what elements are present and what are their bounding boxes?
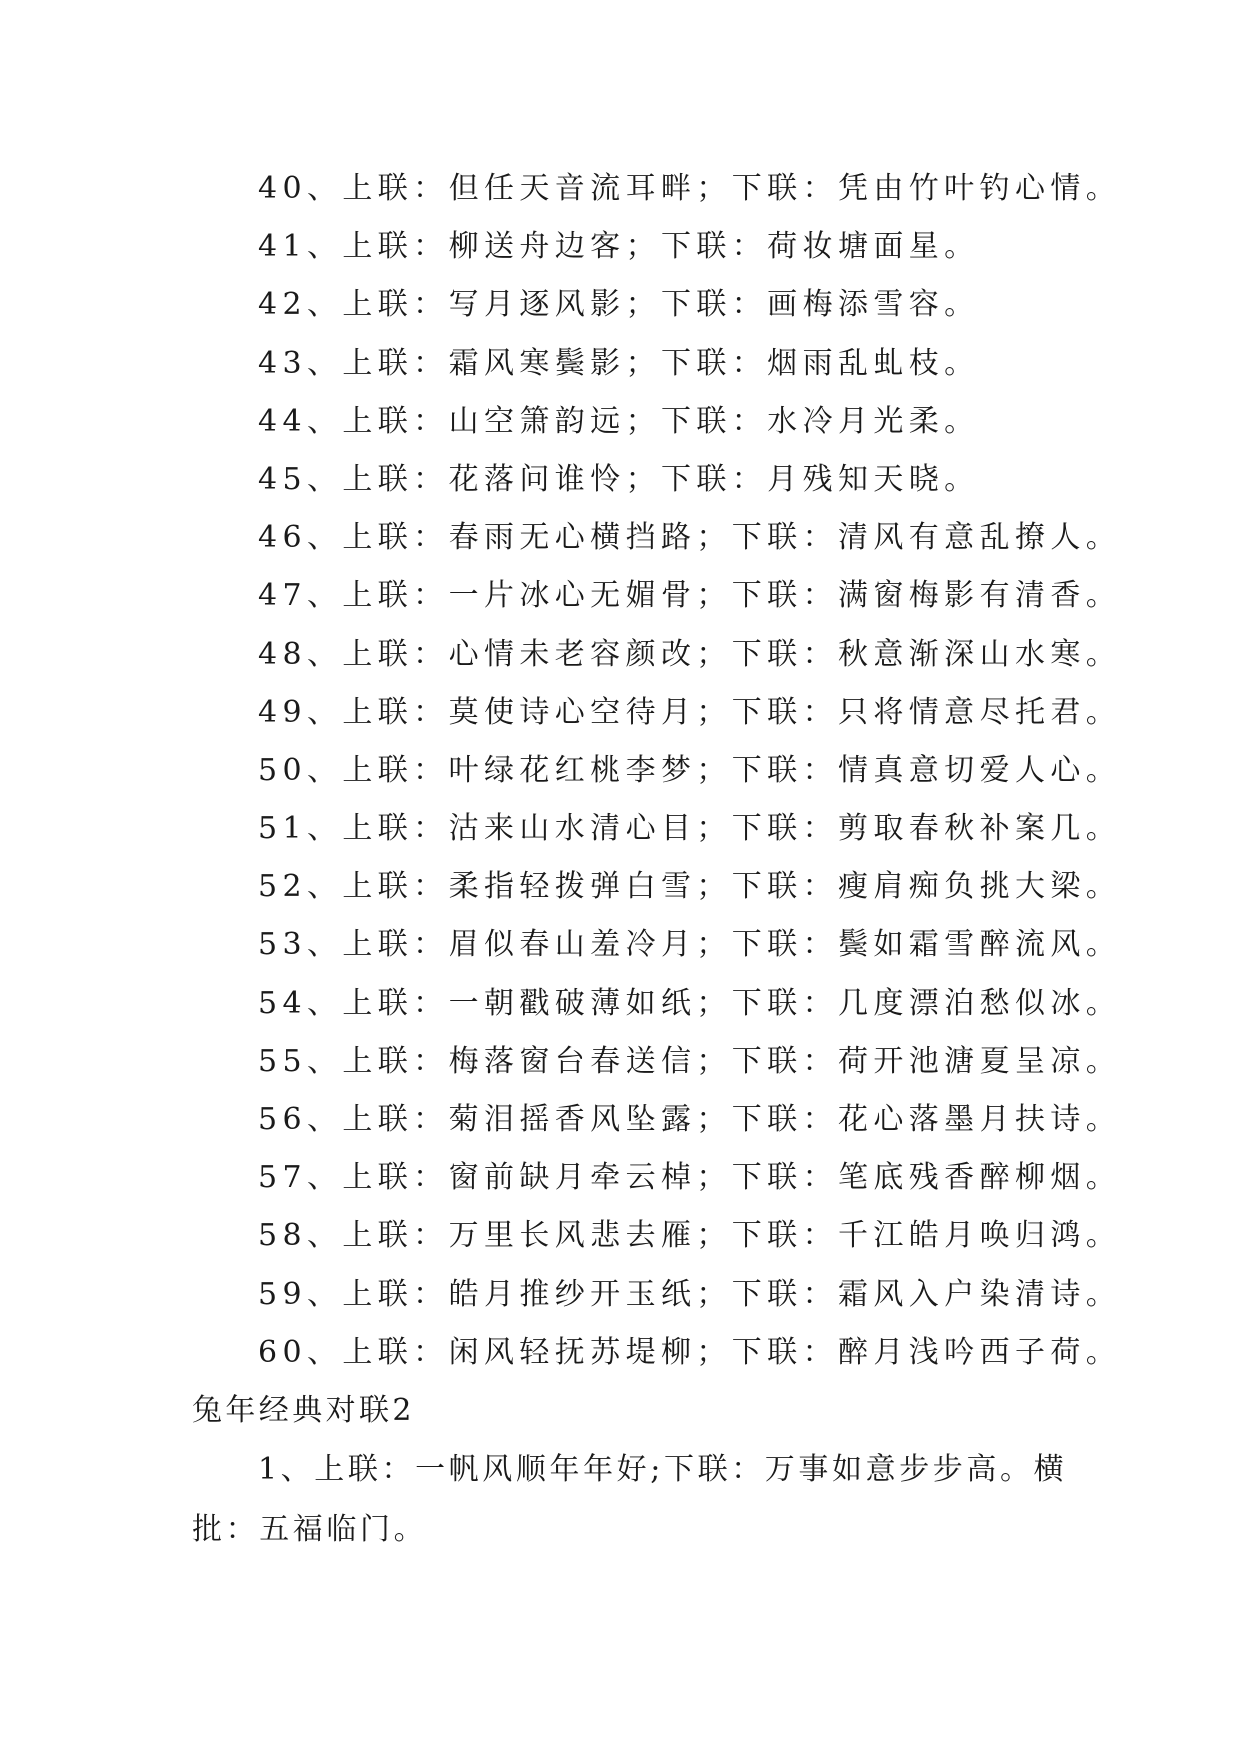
couplet-line: 59、上联：皓月推纱开玉纸；下联：霜风入户染清诗。 [258, 1276, 1122, 1312]
couplet-line: 55、上联：梅落窗台春送信；下联：荷开池溏夏呈凉。 [258, 1043, 1122, 1079]
couplet-line: 42、上联：写月逐风影；下联：画梅添雪容。 [258, 287, 980, 323]
couplet-line: 47、上联：一片冰心无媚骨；下联：满窗梅影有清香。 [258, 578, 1122, 614]
couplet-line: 44、上联：山空箫韵远；下联：水冷月光柔。 [258, 403, 980, 439]
couplet-line: 50、上联：叶绿花红桃李梦；下联：情真意切爱人心。 [258, 752, 1122, 788]
couplet-line: 46、上联：春雨无心横挡路；下联：清风有意乱撩人。 [258, 520, 1122, 556]
couplet-line: 53、上联：眉似春山羞冷月；下联：鬓如霜雪醉流风。 [258, 927, 1122, 963]
couplet-line: 43、上联：霜风寒鬓影；下联：烟雨乱虬枝。 [258, 345, 980, 381]
couplet-line: 54、上联：一朝戳破薄如纸；下联：几度漂泊愁似冰。 [258, 985, 1122, 1021]
couplet-line: 51、上联：沽来山水清心目；下联：剪取春秋补案几。 [258, 811, 1122, 847]
paragraph-line-1: 1、上联：一帆风顺年年好;下联：万事如意步步高。横 [258, 1452, 1068, 1487]
couplet-line: 57、上联：窗前缺月牵云棹；下联：笔底残香醉柳烟。 [258, 1160, 1122, 1196]
paragraph-line-2: 批：五福临门。 [192, 1512, 428, 1547]
couplet-line: 60、上联：闲风轻抚苏堤柳；下联：醉月浅吟西子荷。 [258, 1334, 1122, 1370]
section-title: 兔年经典对联2 [192, 1393, 415, 1428]
couplet-line: 45、上联：花落问谁怜；下联：月残知天晓。 [258, 461, 980, 497]
couplet-line: 52、上联：柔指轻拨弹白雪；下联：瘦肩痴负挑大梁。 [258, 869, 1122, 905]
couplet-line: 40、上联：但任天音流耳畔；下联：凭由竹叶钓心情。 [258, 171, 1122, 206]
couplet-line: 56、上联：菊泪摇香风坠露；下联：花心落墨月扶诗。 [258, 1102, 1122, 1137]
couplet-line: 48、上联：心情未老容颜改；下联：秋意渐深山水寒。 [258, 636, 1122, 672]
couplet-line: 58、上联：万里长风悲去雁；下联：千江皓月唤归鸿。 [258, 1218, 1122, 1254]
couplet-line: 49、上联：莫使诗心空待月；下联：只将情意尽托君。 [258, 694, 1122, 730]
couplet-list [258, 160, 1121, 1382]
couplet-line: 41、上联：柳送舟边客；下联：荷妆塘面星。 [258, 229, 980, 265]
